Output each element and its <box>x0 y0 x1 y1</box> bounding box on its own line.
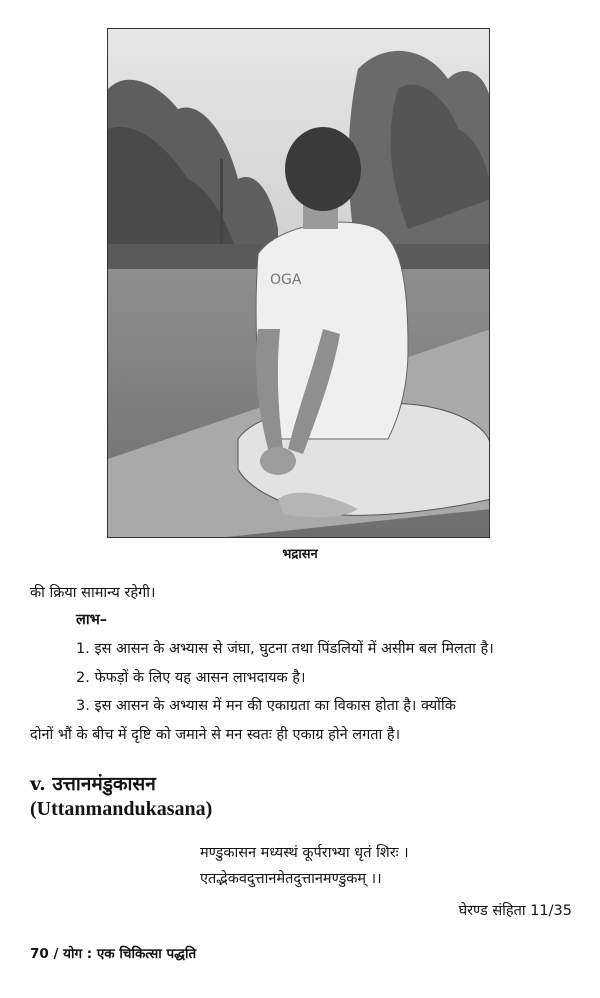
figure-caption: भद्रासन <box>282 547 318 562</box>
benefit-item-3: 3. इस आसन के अभ्यास में मन की एकाग्रता का विकास होता है। क्योंकि <box>76 698 456 714</box>
verse-source: घेरण्ड संहिता 11/35 <box>458 903 572 919</box>
verse-line-2: एतद्भेकवदुत्तानमेतदुत्तानमण्डुकम् ।। <box>200 871 382 887</box>
verse-line-1: मण्डुकासन मध्यस्थं कूर्पराभ्या धृतं शिरः । <box>200 845 409 861</box>
benefit-item-1: 1. इस आसन के अभ्यास से जंघा, घुटना तथा पिंडलियों में असीम बल मिलता है। <box>76 641 494 657</box>
page-footer: 70 / योग : एक चिकित्सा पद्धति <box>30 946 197 962</box>
continuation-text: की क्रिया सामान्य रहेगी। <box>30 585 156 601</box>
asana-photo <box>107 28 490 538</box>
benefits-heading: लाभ– <box>76 612 108 628</box>
benefit-item-3-continued: दोनों भौं के बीच में दृष्टि को जमाने से मन स्वतः ही एकाग्र होने लगता है। <box>30 727 401 743</box>
bhadrasana-illustration <box>108 29 490 538</box>
section-heading: v. उत्तानमंडुकासन <box>30 773 156 795</box>
shirt-print: OGA <box>270 272 302 288</box>
section-subheading: (Uttanmandukasana) <box>30 798 213 820</box>
benefit-item-2: 2. फेफड़ों के लिए यह आसन लाभदायक है। <box>76 670 306 686</box>
